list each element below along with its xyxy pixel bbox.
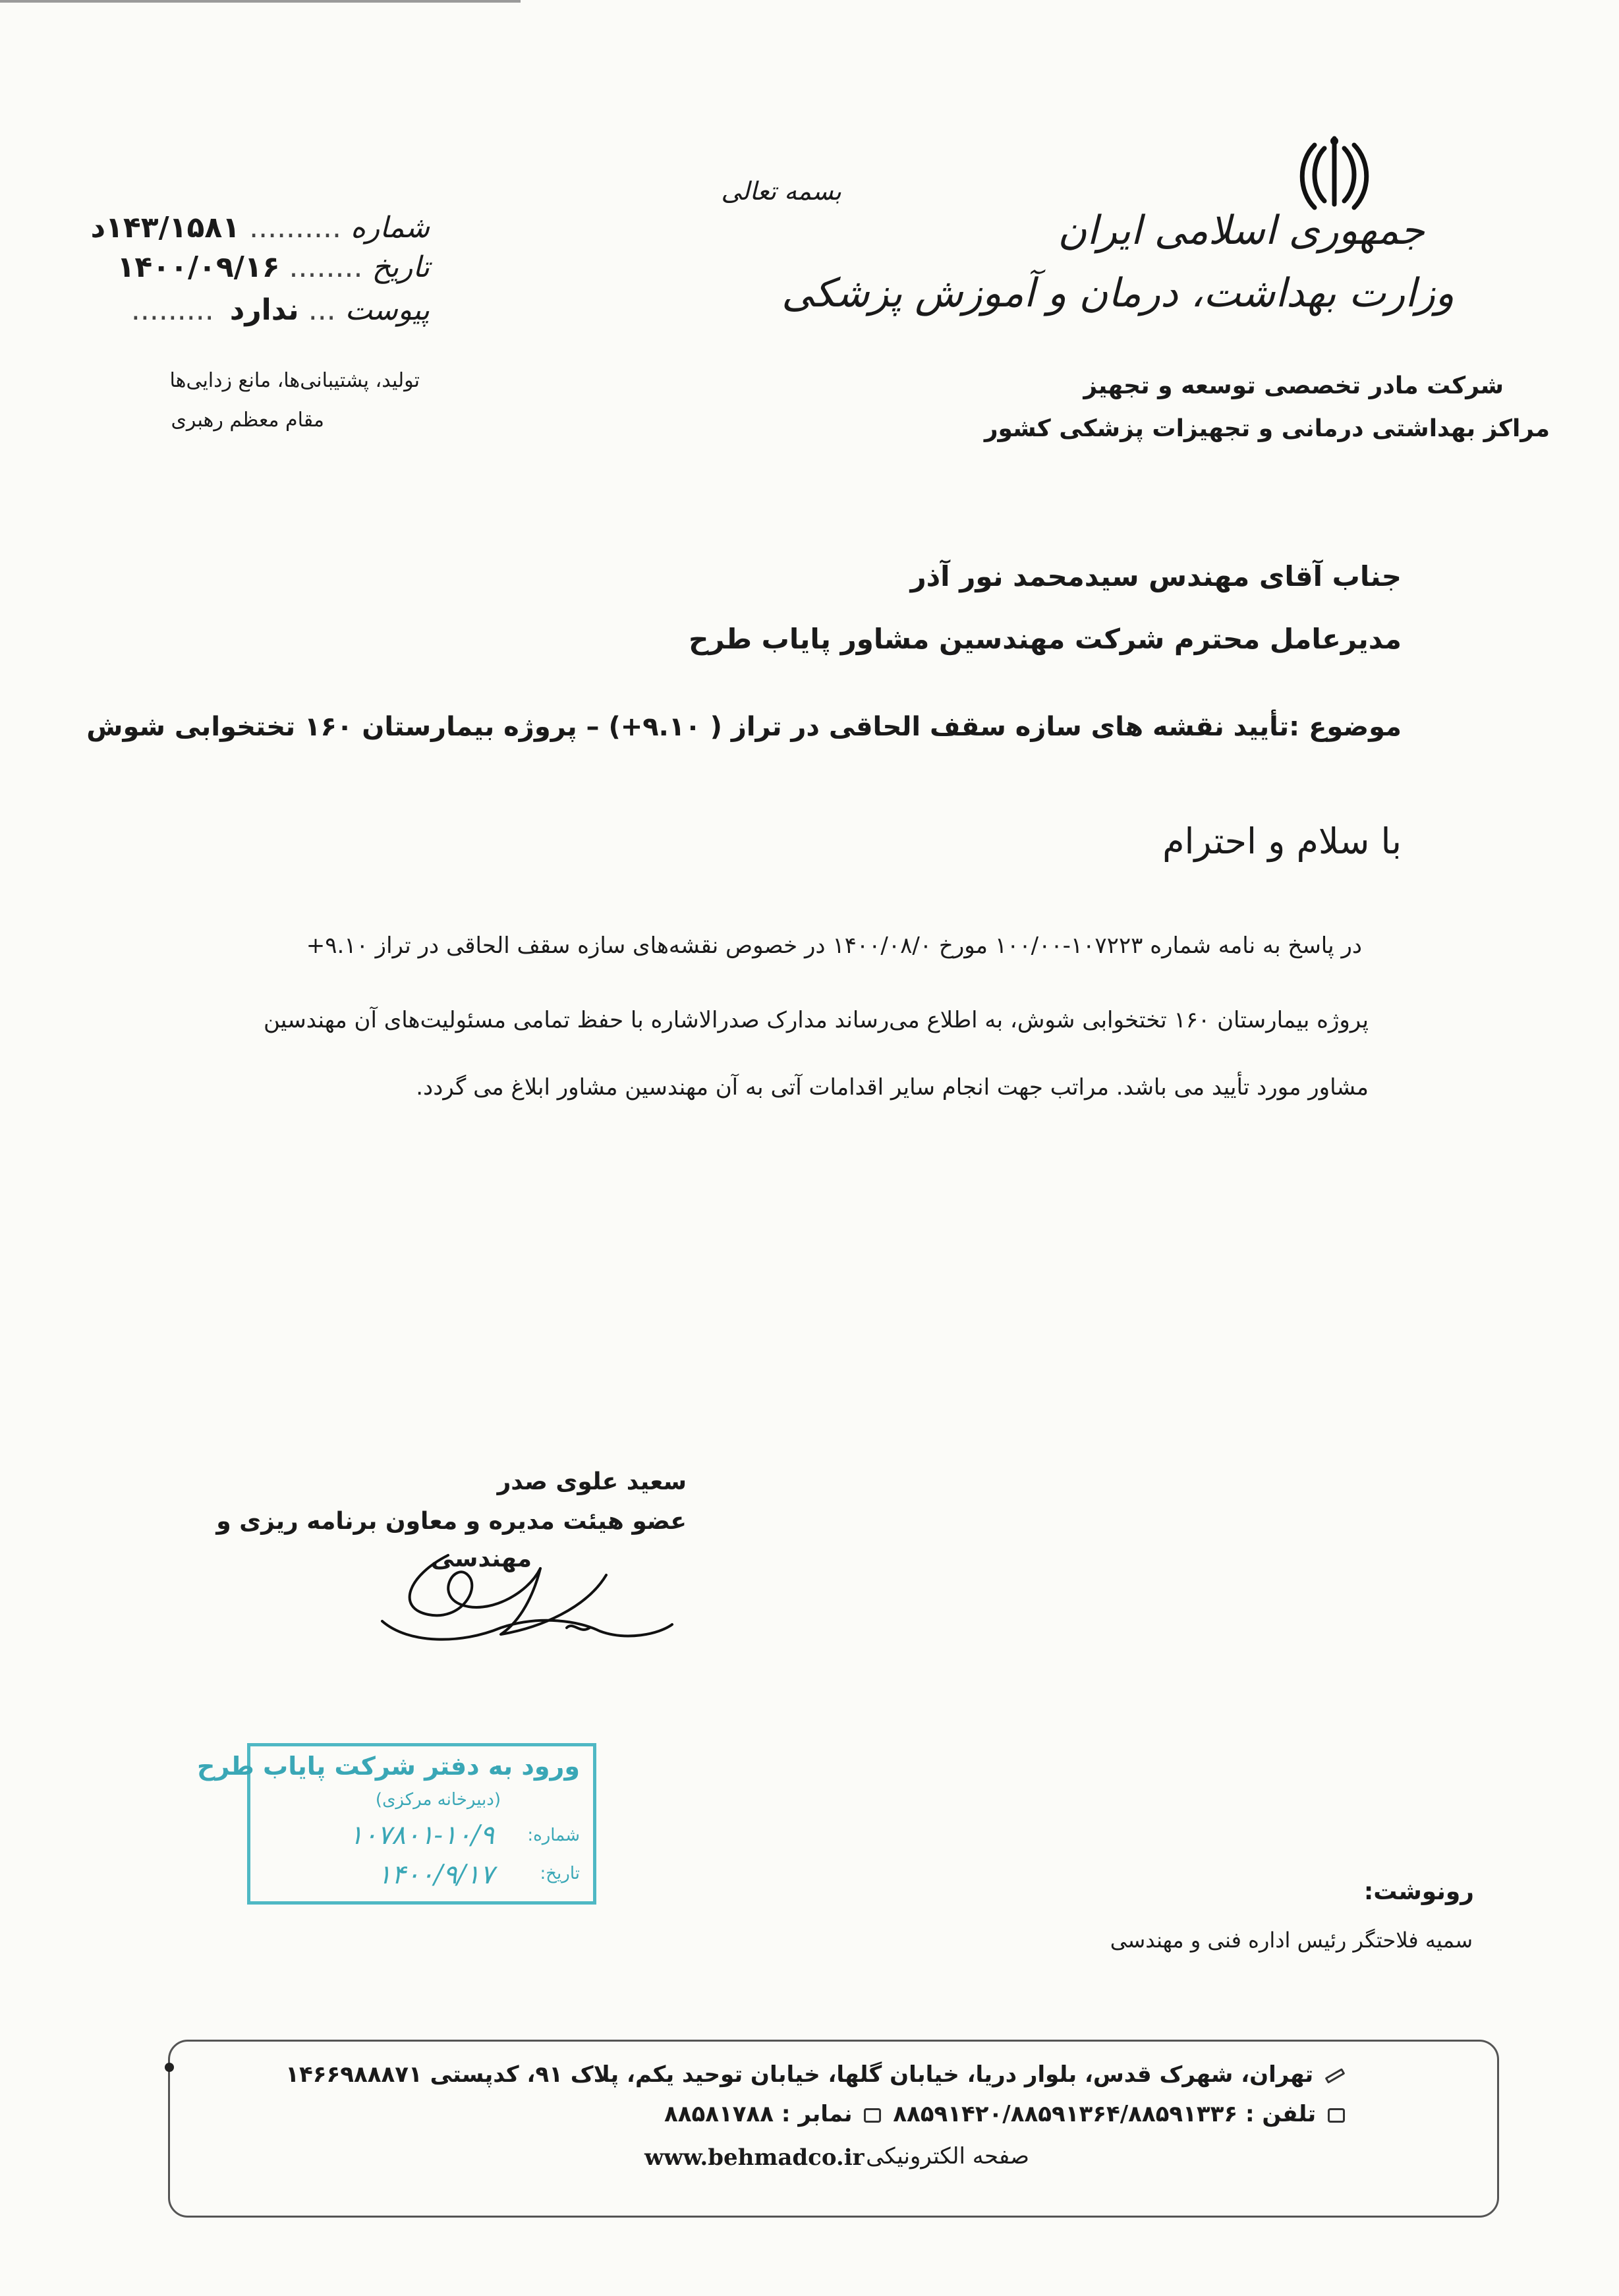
footer-address: تهران، شهرک قدس، بلوار دریا، خیابان گلها، خیابان توحید یکم، پلاک ۹۱، کدپستی ۱۴۶۶۹۸۸۸۷۱ (285, 2061, 1314, 2088)
letter-date-label: تاریخ (372, 250, 430, 284)
signatory-title-line-1: عضو هیئت مدیره و معاون برنامه ریزی و (216, 1508, 687, 1535)
stamp-subtitle: (دبیرخانه مرکزی) (375, 1790, 501, 1810)
footer-fax-value: ۸۸۵۸۱۷۸۸ (664, 2101, 774, 2127)
letter-attachment-value: ندارد (229, 293, 299, 327)
footer-website-label: صفحه الکترونیکی (866, 2143, 1029, 2169)
letter-body-line-2: پروژه بیمارستان ۱۶۰ تختخوابی شوش، به اطلاع می‌رساند مدارک صدرالاشاره با حفظ تمامی مسئولیت‌های آن مهندسین (264, 1007, 1369, 1033)
iran-emblem-icon (1295, 132, 1374, 217)
signatory-title-line-2: مهندسی (430, 1545, 532, 1572)
letter-date-value: ۱۴۰۰/۰۹/۱۶ (117, 250, 280, 284)
letter-number-value: ۱۴۳/۱۵۸۱د (90, 211, 241, 244)
footer-fax-label: نمابر : (781, 2101, 853, 2127)
ministry-line-1: جمهوری اسلامی ایران (1058, 208, 1425, 254)
ministry-line-2: وزارت بهداشت، درمان و آموزش پزشکی (781, 270, 1454, 316)
address-icon (1325, 2068, 1346, 2084)
handwritten-signature (369, 1529, 685, 1648)
cc-title: رونوشت: (1363, 1878, 1474, 1905)
phone-icon (1328, 2108, 1345, 2123)
footer-contact-row (664, 2101, 1349, 2127)
footer-website[interactable]: www.behmadco.ir (644, 2144, 865, 2171)
letter-subject: موضوع :تأیید نقشه های سازه سقف الحاقی در تراز ( ۹.۱۰+) – پروژه بیمارستان ۱۶۰ تختخوابی شوش (86, 712, 1402, 742)
slogan-line-2: مقام معظم رهبری (171, 409, 324, 432)
slogan-line-1: تولید، پشتیبانی‌ها، مانع زدایی‌ها (169, 369, 420, 392)
footer-dot (165, 2063, 174, 2072)
letter-greeting: با سلام و احترام (1162, 820, 1402, 862)
letter-attachment-label: پیوست (345, 293, 430, 327)
addressee-name: جناب آقای مهندس سیدمحمد نور آذر (910, 560, 1402, 592)
dots: ......... (130, 293, 214, 327)
company-line-1: شرکت مادر تخصصی توسعه و تجهیز (1083, 372, 1504, 399)
fax-icon (864, 2108, 881, 2123)
signatory-name: سعید علوی صدر (497, 1468, 687, 1495)
scan-edge-line (0, 0, 521, 3)
footer-phone-label: تلفن : (1245, 2101, 1317, 2127)
dots: ... (308, 293, 336, 327)
footer-phone-value: ۸۸۵۹۱۴۲۰/۸۸۵۹۱۳۶۴/۸۸۵۹۱۳۳۶ (893, 2101, 1238, 2127)
stamp-date-label: تاریخ: (540, 1864, 580, 1883)
basmala: بسمه تعالی (721, 177, 841, 206)
dots: .......... (249, 211, 341, 244)
cc-recipient: سمیه فلاحتگر رئیس اداره فنی و مهندسی (1110, 1928, 1473, 1953)
addressee-title: مدیرعامل محترم شرکت مهندسین مشاور پایاب طرح (689, 623, 1402, 655)
letter-date-row (111, 250, 430, 284)
stamp-title: ورود به دفتر شرکت پایاب طرح (196, 1752, 580, 1781)
dots: ........ (289, 250, 363, 284)
letter-number-row (84, 211, 430, 244)
stamp-number-label: شماره: (527, 1825, 580, 1845)
letter-number-label: شماره (350, 211, 430, 244)
footer-address-row (285, 2061, 1349, 2088)
letter-body-line-1: در پاسخ به نامه شماره ۱۰۷۲۲۳-۱۰۰/۰۰ مورخ ۱۴۰۰/۰۸/۰ در خصوص نقشه‌های سازه سقف الحاقی در تراز ۹.۱۰+ (306, 933, 1362, 959)
letter-body-line-3: مشاور مورد تأیید می باشد. مراتب جهت انجام سایر اقدامات آتی به آن مهندسین مشاور ابلاغ می گردد. (416, 1074, 1369, 1101)
stamp-date-value: ۱۴۰۰/۹/۱۷ (377, 1860, 494, 1890)
entry-stamp (196, 1743, 596, 1905)
letter-attachment-row (131, 293, 430, 327)
stamp-number-value: ۱۰۷۸۰۱-۱۰/۹ (349, 1820, 494, 1851)
company-line-2: مراکز بهداشتی درمانی و تجهیزات پزشکی کشور (984, 415, 1550, 442)
